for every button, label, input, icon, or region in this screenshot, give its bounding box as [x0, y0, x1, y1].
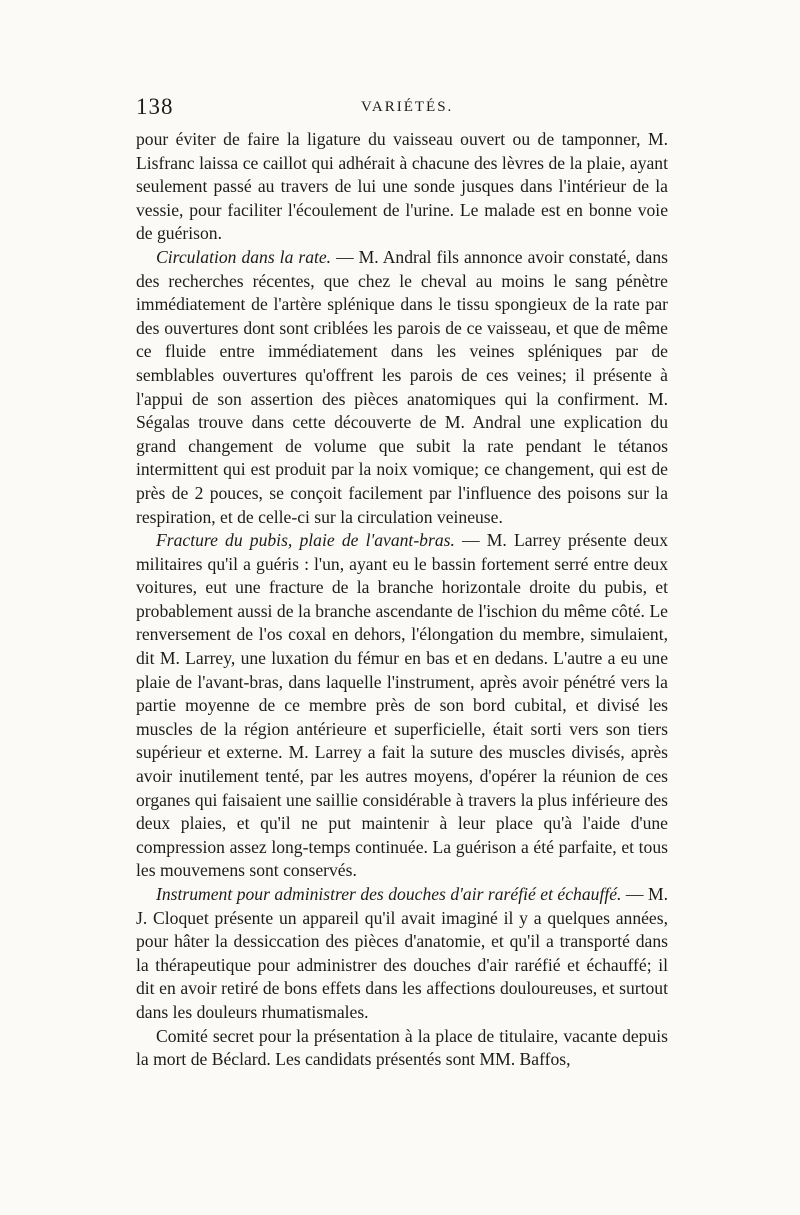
- book-page: [136, 94, 668, 1072]
- paragraph-text: — M. Andral fils annonce avoir constaté, dans des recherches récentes, que chez le cheval au moins le sang pénètre immédiatement de l'artère splénique dans le tissu spongieux de la rate par des ouvertures dont sont criblées les parois de ce vaisseau, et que de même ce fluide entre immédiatement dans les veines spléniques par de semblables ouvertures qu'offrent les parois de ces veines; il présente à l'appui de son assertion des pièces anatomiques qui la confirment. M. Ségalas trouve dans cette découverte de M. Andral une explication du grand changement de volume que subit la rate pendant le tétanos intermittent qui est produit par la noix vomique; ce changement, qui est de près de 2 pouces, se conçoit facilement par l'influence des poisons sur la respiration, et de celle-ci sur la circulation veineuse.: [136, 246, 668, 527]
- section-rubric: Instrument pour administrer des douches d'air raréfié et échauffé.: [156, 884, 622, 904]
- page-header: [136, 94, 668, 128]
- page-number: 138: [136, 94, 174, 119]
- paragraph-text: pour éviter de faire la ligature du vaisseau ouvert ou de tamponner, M. Lisfranc laissa ce caillot qui adhérait à chacune des lèvres de la plaie, ayant seulement passé au travers de lui une sonde jusques dans l'intérieur de la vessie, pour faciliter l'écoulement de l'urine. Le malade est en bonne voie de guérison.: [136, 129, 668, 244]
- body-text: [136, 128, 668, 1072]
- paragraph-text: Comité secret pour la présentation à la place de titulaire, vacante depuis la mort de Béclard. Les candidats présentés sont MM. Baffos,: [136, 1025, 668, 1070]
- section-rubric: Circulation dans la rate.: [156, 246, 332, 267]
- running-title: VARIÉTÉS.: [361, 99, 454, 115]
- paragraph-continuation: [136, 128, 668, 246]
- paragraph-text: — M. J. Cloquet présente un appareil qu'il avait imaginé il y a quelques années, pour hâter la dessiccation des pièces d'anatomie, et qu'il a transporté dans la thérapeutique pour administrer des douches d'air raréfié et échauffé; il dit en avoir retiré de bons effets dans les affections douloureuses, et surtout dans les douleurs rhumatismales.: [136, 884, 669, 1022]
- paragraph-circulation-rate: [136, 246, 668, 529]
- paragraph-instrument-douches: [136, 883, 668, 1025]
- paragraph-text: — M. Larrey présente deux militaires qu'il a guéris : l'un, ayant eu le bassin fortement serré entre deux voitures, eut une fracture de la branche horizontale droite du pubis, et probablement aussi de la branche ascendante de l'ischion du même côté. Le renversement de l'os coxal en dehors, l'élongation du membre, simulaient, dit M. Larrey, une luxation du fémur en bas et en dedans. L'autre a eu une plaie de l'avant-bras, dans laquelle l'instrument, après avoir pénétré vers la partie moyenne de ce membre près de son bord cubital, et divisé les muscles de la région antérieure et superficielle, était sorti vers son tiers supérieur et externe. M. Larrey a fait la suture des muscles divisés, après avoir inutilement tenté, par les autres moyens, d'opérer la réunion de ces organes qui faisaient une saillie considérable à travers la plus inférieure des deux plaies, et qu'il ne put maintenir à leur place qu'à l'aide d'une compression assez long-temps continuée. La guérison a été parfaite, et tous les mouvemens sont conservés.: [136, 530, 668, 881]
- paragraph-fracture-pubis: [136, 529, 668, 883]
- section-rubric: Fracture du pubis, plaie de l'avant-bras.: [156, 530, 455, 551]
- paragraph-comite-secret: [136, 1025, 668, 1072]
